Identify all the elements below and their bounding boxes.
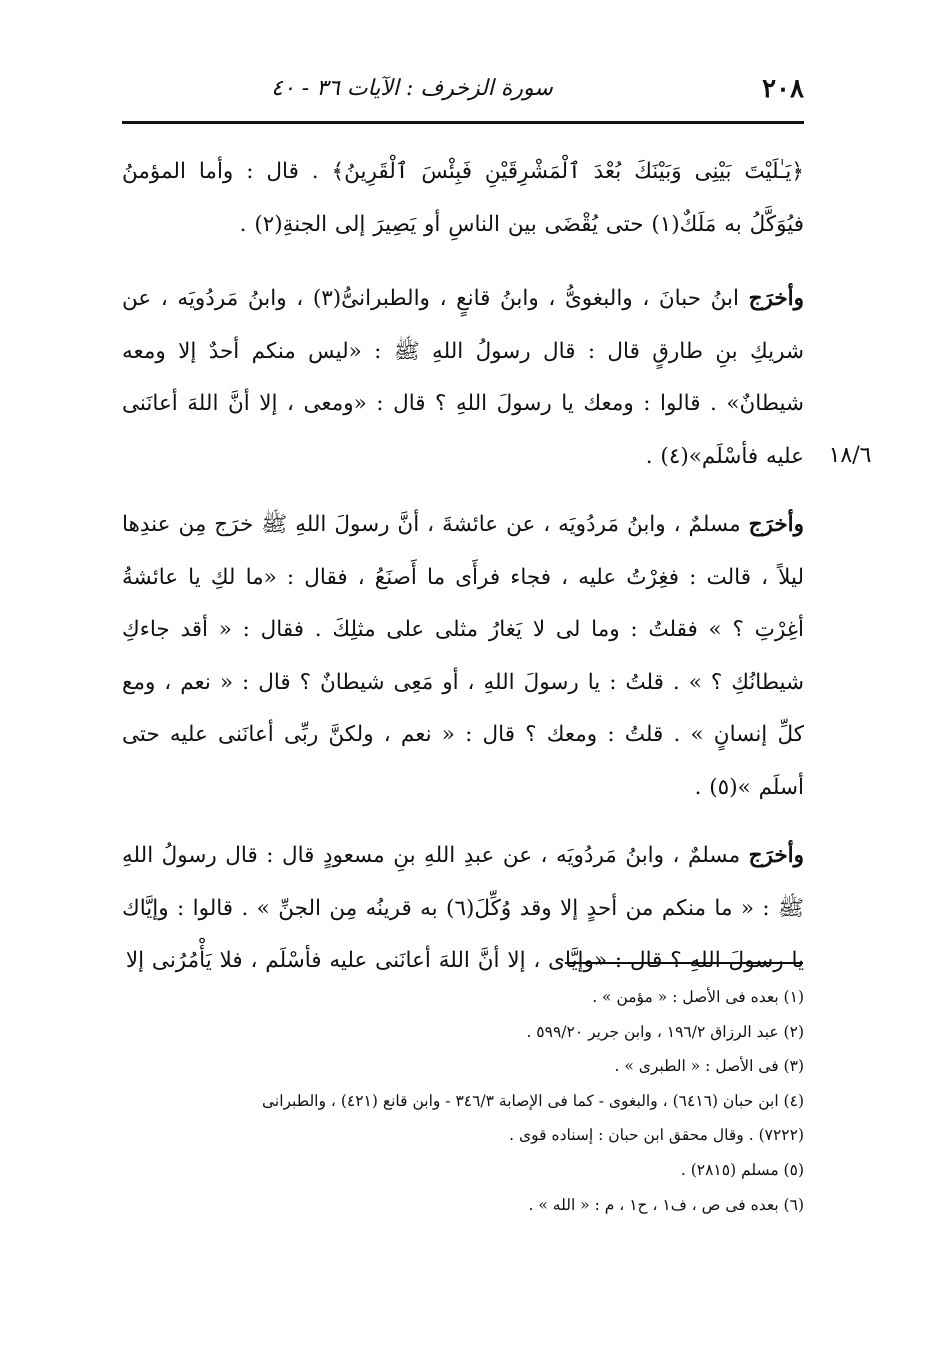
page-header xyxy=(122,74,804,114)
paragraph-text: مسلمٌ ، وابنُ مَردُويَه ، عن عبدِ اللهِ بنِ مسعودٍ قال : قال رسولُ اللهِ ﷺ : « ما منكم من أحدٍ إلا وقد وُكِّلَ(٦) به قرينُه مِن الجنِّ » . قالوا : وإيَّاك يا رسولَ اللهِ ؟ قال : «وإيَّاى ، إلا أنَّ اللهَ أعانَنى عليه فأسْلَم ، فلا يَأْمُرُنى إلا xyxy=(122,843,804,973)
footnote: (٦) بعده فى ص ، ف١ ، ح١ ، م : « الله » . xyxy=(528,1195,804,1214)
footnote: (٣) فى الأصل : « الطبرى » . xyxy=(614,1057,804,1076)
paragraph-text: ابنُ حبانَ ، والبغوىُّ ، وابنُ قانعٍ ، والطبرانىُّ(٣) ، وابنُ مَردُويَه ، عن شريكِ بنِ طارقٍ قال : قال رسولُ اللهِ ﷺ : «ليس منكم أحدٌ إلا ومعه شيطانٌ» . قالوا : ومعك يا رسولَ اللهِ ؟ قال : «ومعى ، إلا أنَّ اللهَ أعانَنى عليه فأسْلَم»(٤) . xyxy=(122,286,804,469)
paragraph-text: ﴿يَـٰلَيْتَ بَيْنِى وَبَيْنَكَ بُعْدَ ٱلْمَشْرِقَيْنِ فَبِئْسَ ٱلْقَرِينُ﴾ . قال : وأما المؤمنُ فيُوَكَّلُ به مَلَكٌ(١) حتى يُقْضَى بين الناسِ أو يَصِيرَ إلى الجنةِ(٢) . xyxy=(122,159,804,237)
paragraph-lead: وأخرَج xyxy=(748,843,804,868)
footnote-continuation: (٧٢٢٢) . وقال محقق ابن حبان : إسناده قوى . xyxy=(509,1126,804,1145)
paragraph-lead: وأخرَج xyxy=(748,286,805,311)
main-text xyxy=(122,146,804,1004)
page-number: ٢٠٨ xyxy=(762,74,804,104)
paragraph-text: مسلمٌ ، وابنُ مَردُويَه ، عن عائشةَ ، أنَّ رسولَ اللهِ ﷺ خرَج مِن عندِها ليلاً ، قالت : فغِرْتُ عليه ، فجاء فرأَى ما أَصنَعُ ، فقال : «ما لكِ يا عائشةُ أغِرْتِ ؟ » فقلتُ : وما لى لا يَغارُ مثلى على مثلِكَ . فقال : « أقد جاءكِ شيطانُكِ ؟ » . قلتُ : يا رسولَ اللهِ ، أو مَعِى شيطانٌ ؟ قال : « نعم ، ومع كلِّ إنسانٍ » . قلتُ : ومعك ؟ قال : « نعم ، ولكنَّ ربِّى أعانَنى عليه حتى أسلَم »(٥) . xyxy=(122,512,804,800)
footnote: (٤) ابن حبان (٦٤١٦) ، والبغوى - كما فى الإصابة ٣٤٦/٣ - وابن قانع (٤٢١) ، والطبرانى xyxy=(261,1091,804,1110)
running-title: سورة الزخرف : الآيات ٣٦ - ٤٠ xyxy=(271,76,553,101)
footnote-separator xyxy=(565,962,803,964)
paragraph xyxy=(122,499,804,814)
margin-reference: ١٨/٦ xyxy=(828,443,872,468)
paragraph xyxy=(122,146,804,251)
footnote: (١) بعده فى الأصل : « مؤمن » . xyxy=(592,988,804,1006)
paragraph-lead: وأخرَج xyxy=(748,512,804,537)
header-rule xyxy=(122,121,804,124)
footnotes xyxy=(122,980,804,1222)
footnote: (٥) مسلم (٢٨١٥) . xyxy=(680,1160,804,1179)
footnote: (٢) عبد الرزاق ١٩٦/٢ ، وابن جرير ٥٩٩/٢٠ . xyxy=(526,1022,804,1041)
paragraph xyxy=(122,273,804,483)
